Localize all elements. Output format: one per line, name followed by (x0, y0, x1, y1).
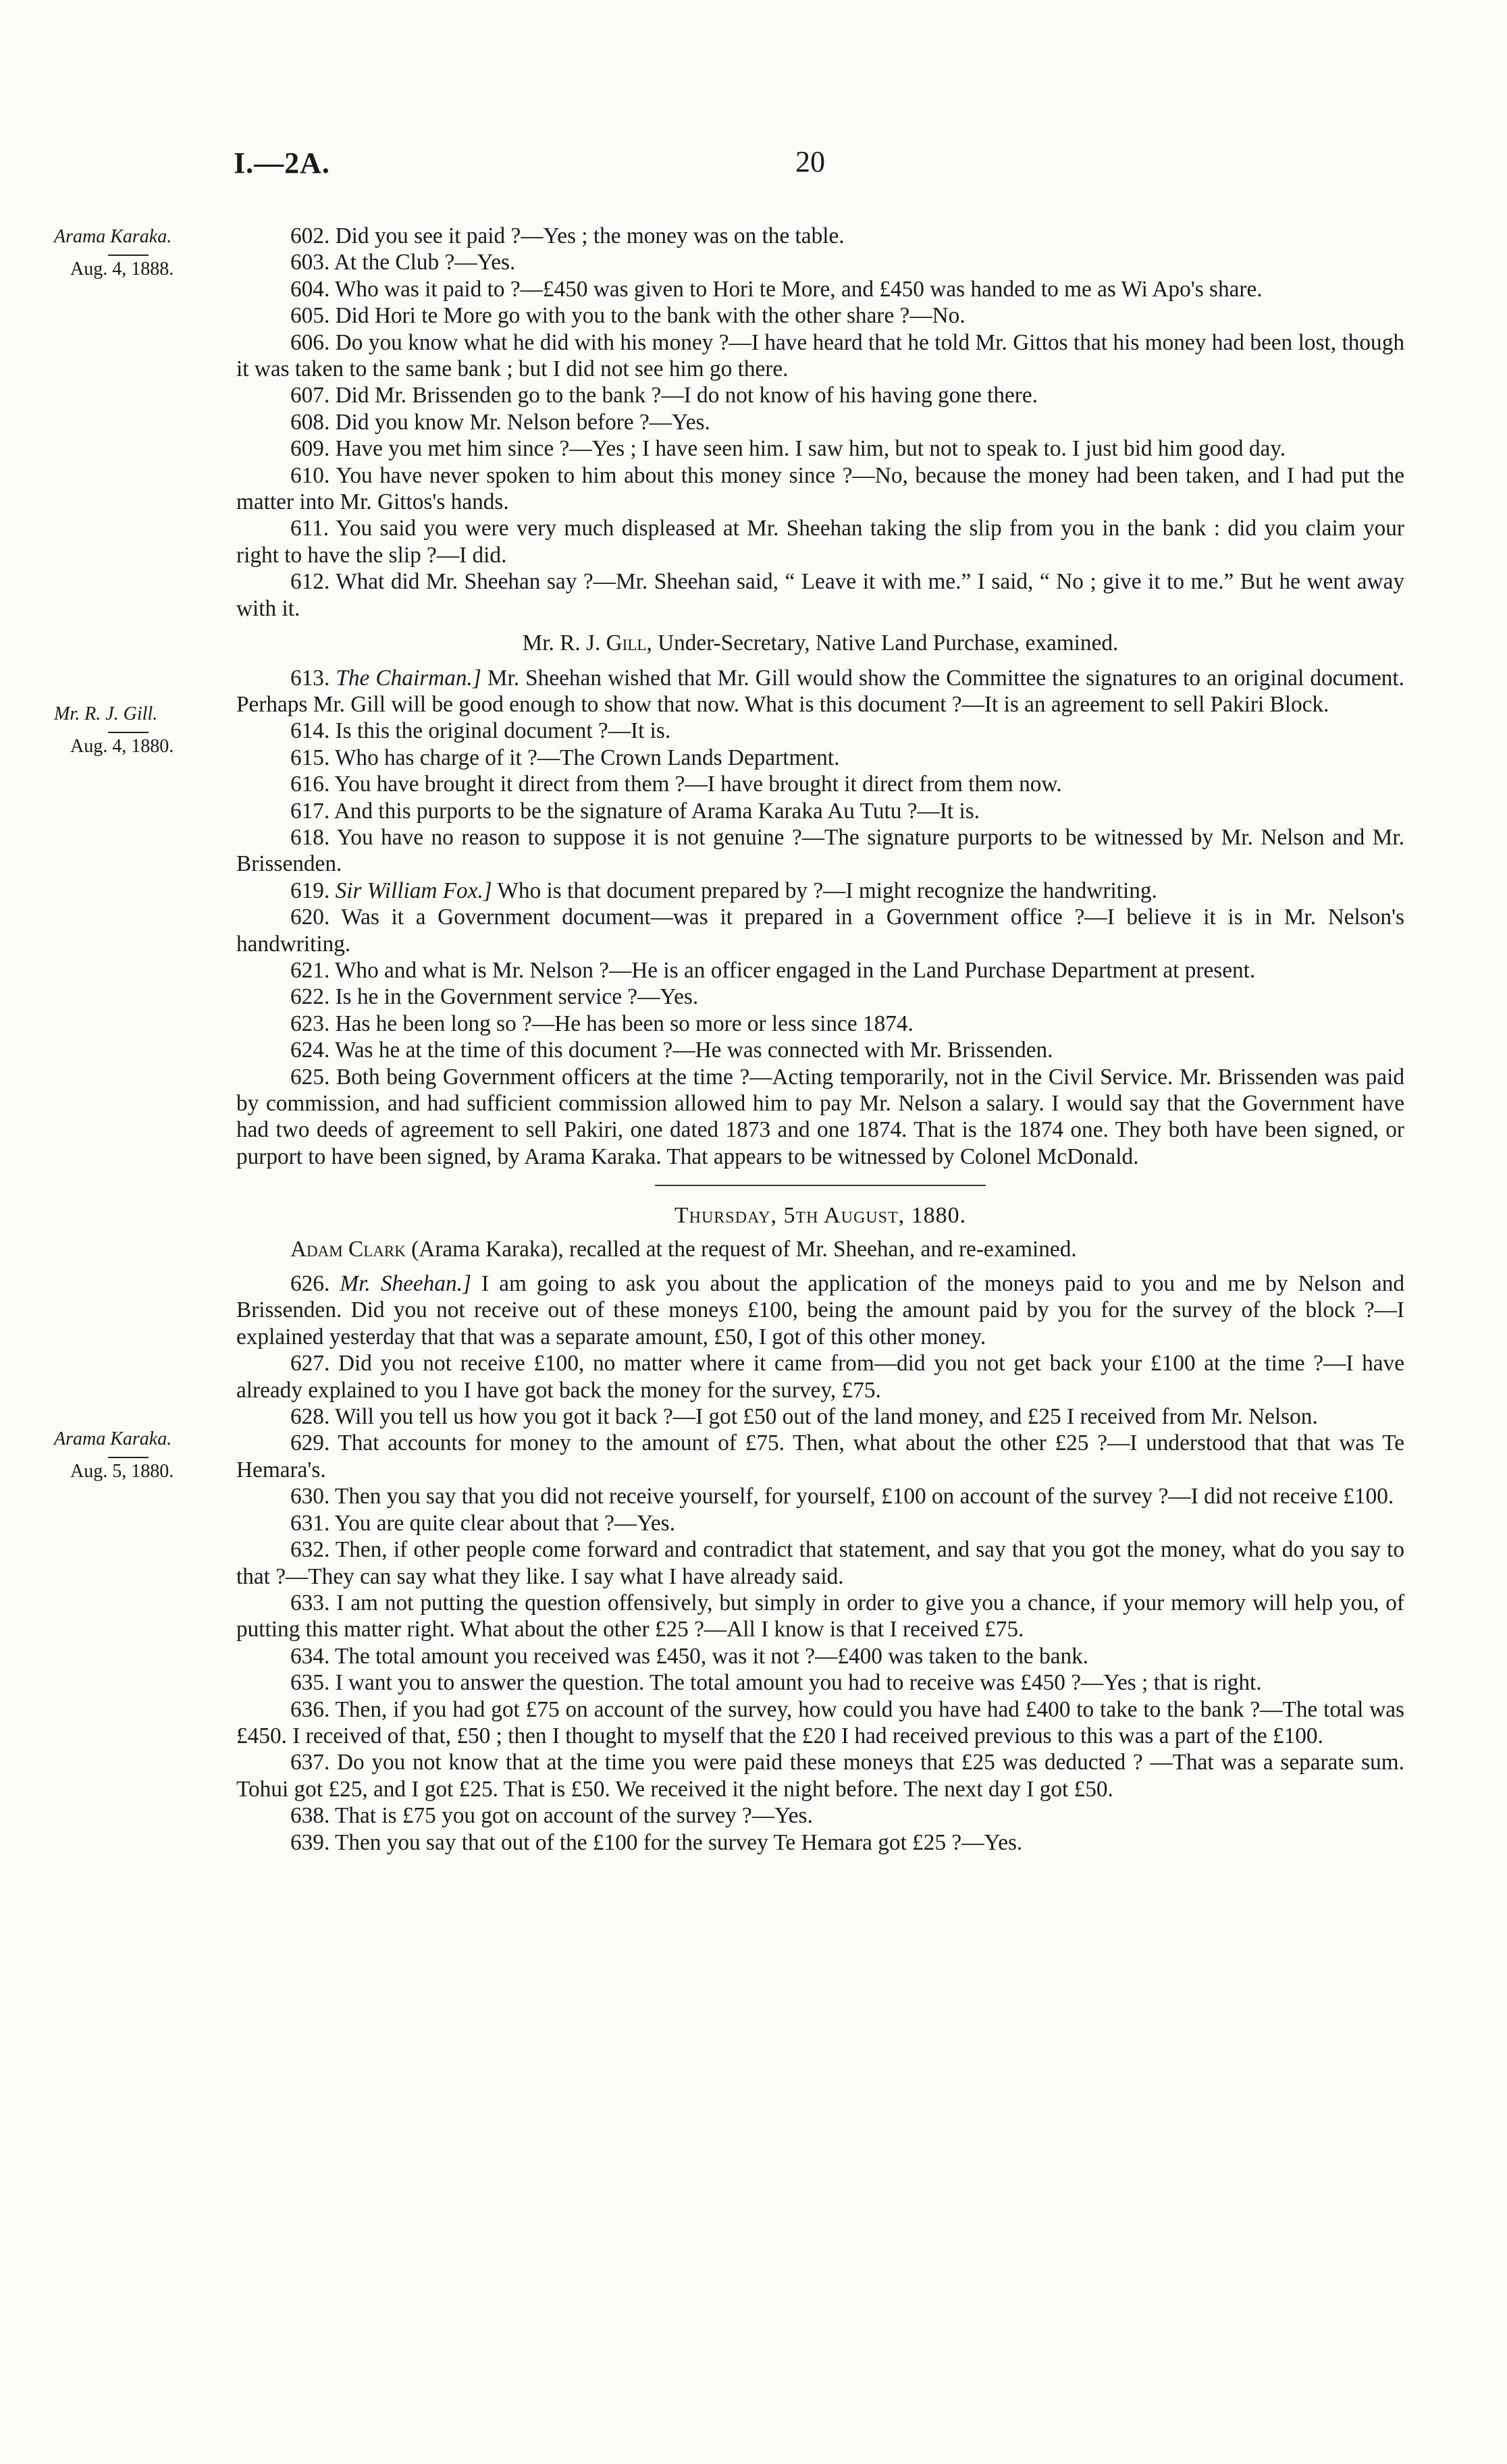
testimony-paragraph: 622. Is he in the Government service ?—Yes. (290, 984, 699, 1010)
testimony-block-3 (236, 1350, 1404, 1856)
testimony-paragraph: 639. Then you say that out of the £100 for the survey Te Hemara got £25 ?—Yes. (290, 1829, 1023, 1855)
margin-rule (108, 1457, 149, 1458)
testimony-paragraph: 638. That is £75 you got on account of the survey ?—Yes. (290, 1803, 813, 1829)
testimony-paragraph: 611. You said you were very much displeased at Mr. Sheehan taking the slip from you in the bank : did you claim your right to have the slip ?—I did. (236, 516, 1404, 568)
page-header-ref: I.—2A. (234, 146, 330, 180)
testimony-paragraph: 631. You are quite clear about that ?—Yes. (290, 1510, 675, 1536)
testimony-paragraph: 620. Was it a Government document—was it prepared in a Government office ?—I believe it is in Mr. Nelson's handwriting. (236, 905, 1404, 957)
testimony-paragraph: 636. Then, if you had got £75 on account of the survey, how could you have had £400 to take to the bank ?—The total was £450. I received of that, £50 ; then I thought to myself that the £20 I had received previous to this was a part of the £100. (236, 1696, 1404, 1748)
testimony-paragraph: 614. Is this the original document ?—It is. (290, 718, 671, 744)
document-body (236, 223, 1404, 1856)
margin-witness-name: Arama Karaka. (54, 226, 172, 247)
testimony-block-2a (236, 718, 1404, 877)
margin-rule (108, 255, 149, 256)
question-619: 619. Sir William Fox.] Who is that document prepared by ?—I might recognize the handwriting. (290, 878, 1157, 903)
margin-date: Aug. 5, 1880. (70, 1461, 174, 1482)
testimony-paragraph: 621. Who and what is Mr. Nelson ?—He is an officer engaged in the Land Purchase Department at present. (290, 957, 1256, 983)
margin-witness-name: Mr. R. J. Gill. (54, 703, 158, 724)
section-divider (655, 1185, 986, 1186)
testimony-paragraph: 632. Then, if other people come forward and contradict that statement, and say that you got the money, what do you say to that ?—They can say what they like. I say what I have already said. (236, 1537, 1404, 1589)
testimony-paragraph: 607. Did Mr. Brissenden go to the bank ?—I do not know of his having gone there. (290, 383, 1038, 408)
testimony-paragraph: 630. Then you say that you did not receive yourself, for yourself, £100 on account of the survey ?—I did not receive £100. (290, 1484, 1394, 1509)
testimony-paragraph: 616. You have brought it direct from them ?—I have brought it direct from them now. (290, 772, 1062, 797)
date-heading: Thursday, 5th August, 1880. (674, 1203, 967, 1229)
testimony-paragraph: 637. Do you not know that at the time you were paid these moneys that £25 was deducted ? —That was a separate sum. Tohui got £25, and I got £25. That is £50. We received it the night before. The next day I got £50. (236, 1750, 1404, 1802)
testimony-paragraph: 629. That accounts for money to the amount of £75. Then, what about the other £25 ?—I understood that that was Te Hemara's. (236, 1430, 1404, 1482)
testimony-paragraph: 606. Do you know what he did with his money ?—I have heard that he told Mr. Gittos that his money had been lost, though it was taken to the same bank ; but I did not see him go there. (236, 329, 1404, 382)
testimony-paragraph: 627. Did you not receive £100, no matter where it came from—did you not get back your £100 at the time ?—I have already explained to you I have got back the money for the survey, £75. (236, 1351, 1404, 1403)
testimony-paragraph: 635. I want you to answer the question. The total amount you had to receive was £450 ?—Yes ; that is right. (290, 1670, 1262, 1696)
testimony-paragraph: 617. And this purports to be the signature of Arama Karaka Au Tutu ?—It is. (290, 798, 980, 824)
page-number: 20 (795, 145, 825, 178)
margin-date: Aug. 4, 1880. (70, 736, 174, 757)
testimony-paragraph: 633. I am not putting the question offensively, but simply in order to give you a chance, if your memory will help you, of putting this matter right. What about the other £25 ?—All I know is that I received £75. (236, 1590, 1404, 1642)
margin-witness-name: Arama Karaka. (54, 1428, 172, 1449)
witness-heading-clark: Adam Clark (Arama Karaka), recalled at the request of Mr. Sheehan, and re-examined. (290, 1236, 1077, 1262)
testimony-paragraph: 625. Both being Government officers at the time ?—Acting temporarily, not in the Civil Service. Mr. Brissenden was paid by commission, and had sufficient commission allowed him to pay Mr. Nelson a salary. I would say that the Government have had two deeds of agreement to sell Pakiri, one dated 1873 and one 1874. That is the 1874 one. They both have been signed, or purport to have been signed, by Arama Karaka. That appears to be witnessed by Colonel McDonald. (236, 1064, 1404, 1169)
testimony-paragraph: 624. Was he at the time of this document ?—He was connected with Mr. Brissenden. (290, 1038, 1053, 1063)
margin-note-2 (54, 703, 250, 757)
testimony-paragraph: 623. Has he been long so ?—He has been so more or less since 1874. (290, 1011, 914, 1036)
margin-note-3 (54, 1428, 250, 1482)
witness-heading-gill: Mr. R. J. Gill, Under-Secretary, Native Land Purchase, examined. (522, 631, 1119, 656)
margin-date: Aug. 4, 1888. (70, 259, 174, 279)
question-613: 613. The Chairman.] Mr. Sheehan wished that Mr. Gill would show the Committee the signatures to an original document. Perhaps Mr. Gill will be good enough to show that now. What is this document ?—It is an agreement to sell Pakiri Block. (236, 665, 1404, 717)
testimony-paragraph: 609. Have you met him since ?—Yes ; I have seen him. I saw him, but not to speak to. I just bid him good day. (290, 436, 1286, 462)
testimony-paragraph: 618. You have no reason to suppose it is not genuine ?—The signature purports to be witnessed by Mr. Nelson and Mr. Brissenden. (236, 824, 1404, 877)
testimony-paragraph: 612. What did Mr. Sheehan say ?—Mr. Sheehan said, “ Leave it with me.” I said, “ No ; give it to me.” But he went away with it. (236, 569, 1404, 621)
testimony-paragraph: 602. Did you see it paid ?—Yes ; the money was on the table. (290, 223, 845, 248)
testimony-block-1 (236, 223, 1404, 622)
testimony-paragraph: 608. Did you know Mr. Nelson before ?—Yes. (290, 409, 710, 435)
testimony-paragraph: 605. Did Hori te More go with you to the bank with the other share ?—No. (290, 303, 966, 329)
margin-rule (108, 732, 149, 733)
testimony-paragraph: 628. Will you tell us how you got it back ?—I got £50 out of the land money, and £25 I received from Mr. Nelson. (290, 1404, 1318, 1430)
testimony-paragraph: 604. Who was it paid to ?—£450 was given to Hori te More, and £450 was handed to me as Wi Apo's share. (290, 276, 1263, 302)
testimony-paragraph: 603. At the Club ?—Yes. (290, 250, 516, 275)
question-626: 626. Mr. Sheehan.] I am going to ask you about the application of the moneys paid to you and me by Nelson and Brissenden. Did you not receive out of these moneys £100, being the amount paid by you for the survey of the block ?—I explained yesterday that that was a separate amount, £50, I got of this other money. (236, 1271, 1404, 1349)
testimony-paragraph: 615. Who has charge of it ?—The Crown Lands Department. (290, 745, 840, 770)
testimony-paragraph: 610. You have never spoken to him about this money since ?—No, because the money had been taken, and I had put the matter into Mr. Gittos's hands. (236, 462, 1404, 515)
testimony-paragraph: 634. The total amount you received was £450, was it not ?—£400 was taken to the bank. (290, 1643, 1089, 1669)
testimony-block-2b (236, 904, 1404, 1170)
margin-note-1 (54, 226, 250, 280)
